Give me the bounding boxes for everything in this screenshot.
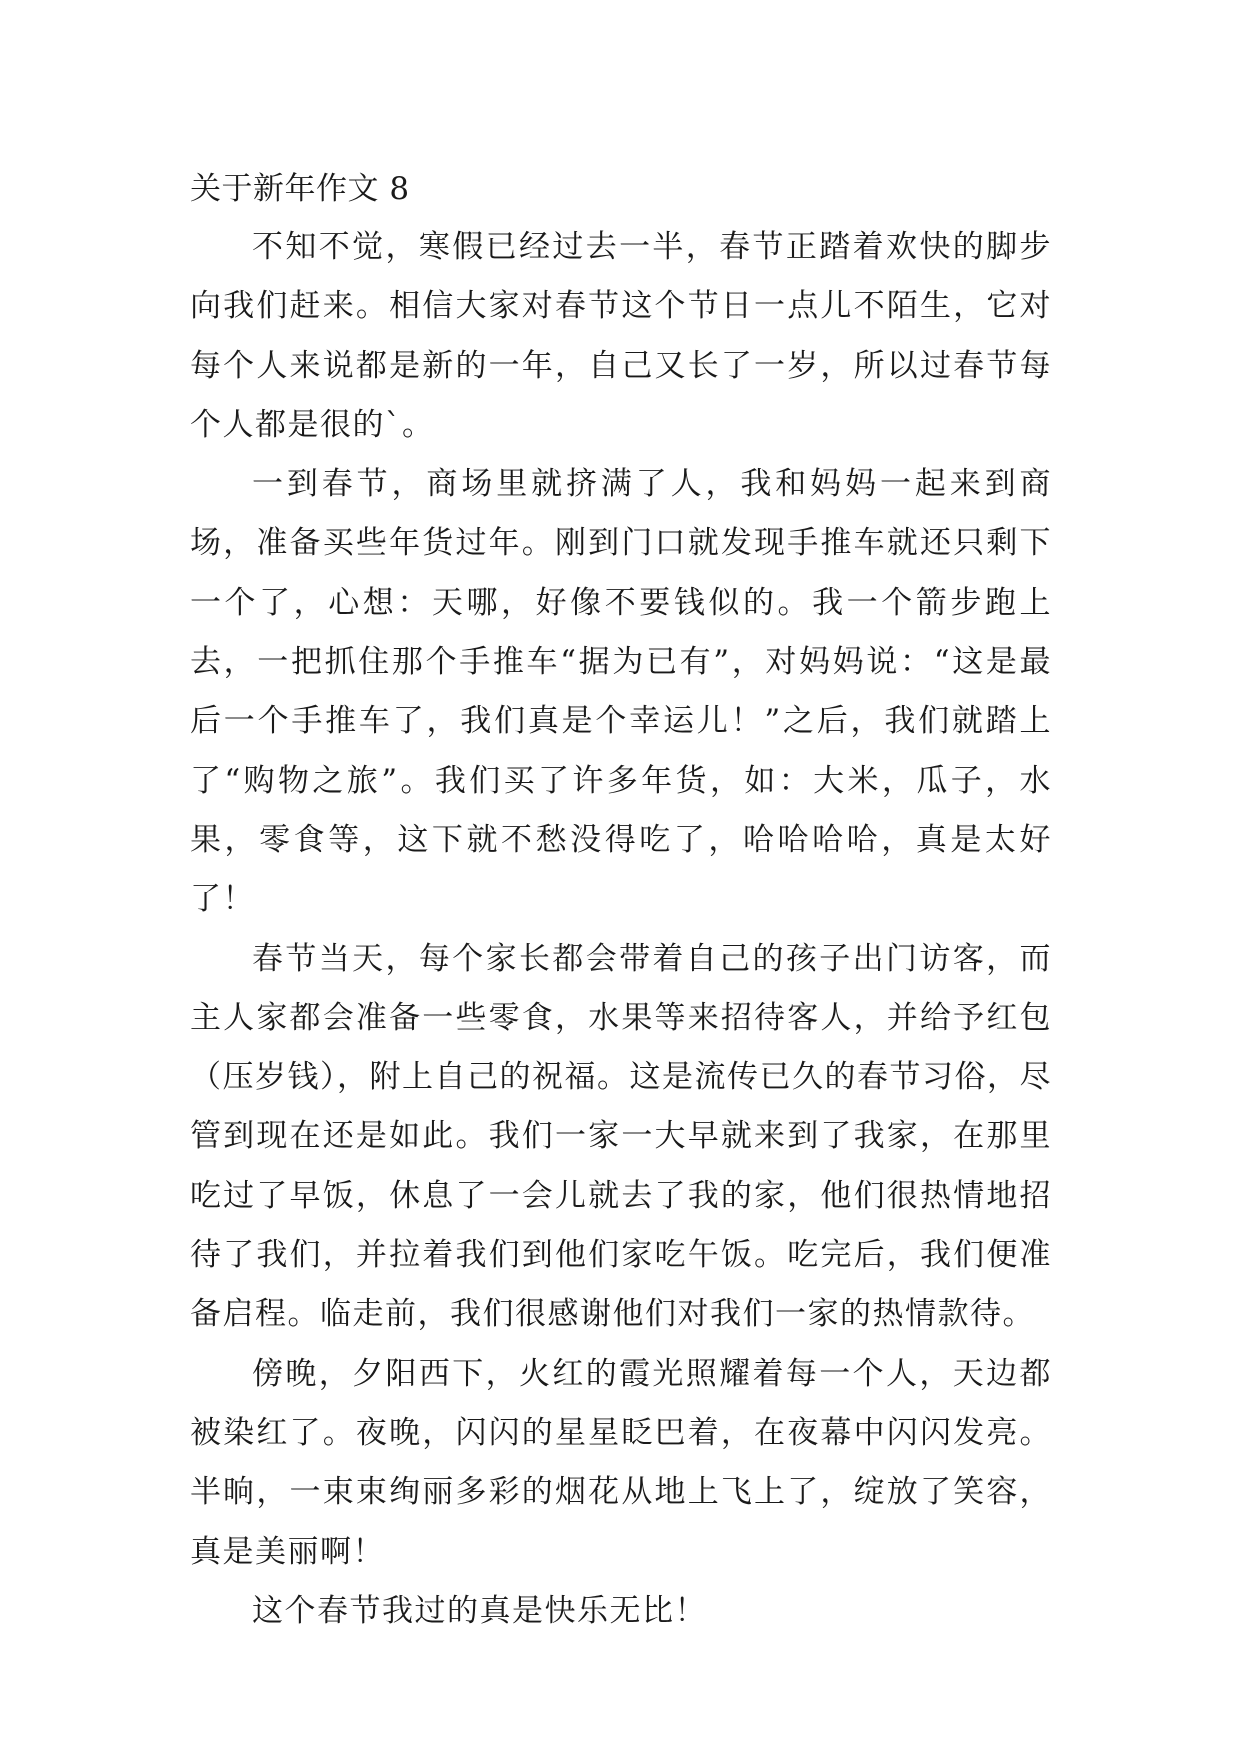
paragraph-5: 这个春节我过的真是快乐无比！: [252, 1592, 707, 1629]
paragraph-4: 傍晚，夕阳西下，火红的霞光照耀着每一个人，天边都被染红了。夜晚，闪闪的星星眨巴着，在夜幕中闪闪发亮。半晌，一束束绚丽多彩的烟花从地上飞上了，绽放了笑容，真是美丽啊！: [190, 1355, 1052, 1570]
paragraph-3: 春节当天，每个家长都会带着自己的孩子出门访客，而主人家都会准备一些零食，水果等来招待客人，并给予红包（压岁钱），附上自己的祝福。这是流传已久的春节习俗，尽管到现在还是如此。我们一家一大早就来到了我家，在那里吃过了早饭，休息了一会儿就去了我的家，他们很热情地招待了我们，并拉着我们到他们家吃午饭。吃完后，我们便准备启程。临走前，我们很感谢他们对我们一家的热情款待。: [190, 940, 1052, 1333]
paragraph-2: 一到春节，商场里就挤满了人，我和妈妈一起来到商场，准备买些年货过年。刚到门口就发现手推车就还只剩下一个了，心想：天哪，好像不要钱似的。我一个箭步跑上去，一把抓住那个手推车“据为已有”，对妈妈说：“这是最后一个手推车了，我们真是个幸运儿！”之后，我们就踏上了“购物之旅”。我们买了许多年货，如：大米，瓜子，水果，零食等，这下就不愁没得吃了，哈哈哈哈，真是太好了！: [190, 466, 1052, 918]
document-title: 关于新年作文 8: [190, 171, 410, 207]
paragraph-1: 不知不觉，寒假已经过去一半，春节正踏着欢快的脚步向我们赶来。相信大家对春节这个节日一点儿不陌生，它对每个人来说都是新的一年，自己又长了一岁，所以过春节每个人都是很的`。: [190, 229, 1052, 443]
document-body: [190, 160, 1052, 1641]
